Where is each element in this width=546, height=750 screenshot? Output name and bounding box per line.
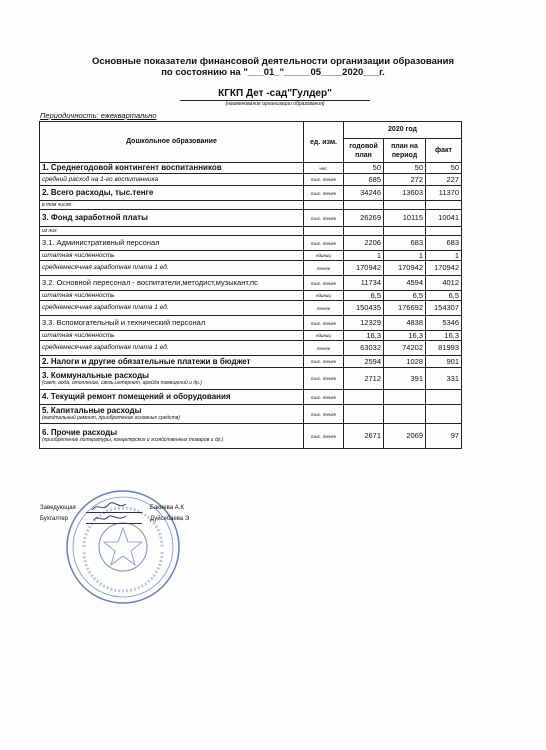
table-row — [40, 186, 462, 201]
table-row — [40, 236, 462, 251]
table-row — [40, 174, 462, 186]
row-plan-value: 34246 — [344, 186, 384, 201]
row-label-text: 3.1. Административный персонал — [42, 238, 160, 247]
row-plan-value: 2206 — [344, 236, 384, 251]
row-label-text: среднемесячная заработная плата 1 ед. — [42, 344, 169, 351]
row-fact-value: 97 — [426, 424, 462, 449]
row-fact-value: 11370 — [426, 186, 462, 201]
row-unit: единиц — [304, 251, 344, 261]
row-plan-value: 1 — [344, 251, 384, 261]
row-label-text: 3.2. Основной пересонал - воспитатели,методист,музыкант,пс — [42, 278, 258, 287]
row-unit: тыс. тенге — [304, 276, 344, 291]
row-label-text: среднемесячная заработная плата 1 ед. — [42, 264, 169, 271]
row-label — [40, 390, 304, 405]
accountant-signature-image — [92, 511, 132, 525]
header-unit: ед. изм. — [304, 122, 344, 163]
row-plan-value: 63032 — [344, 341, 384, 356]
row-period-value: 4838 — [384, 316, 426, 331]
row-unit: тенге — [304, 301, 344, 316]
table-row — [40, 227, 462, 236]
row-unit: тыс. тенге — [304, 174, 344, 186]
row-label — [40, 210, 304, 227]
row-plan-value: 2671 — [344, 424, 384, 449]
row-label-note: (приобретение литературы, канцелярских и хозяйственных товаров и др.) — [42, 437, 224, 443]
table-row — [40, 424, 462, 449]
row-label — [40, 291, 304, 301]
row-fact-value: 1 — [426, 251, 462, 261]
table-row — [40, 368, 462, 390]
row-plan-value: 12329 — [344, 316, 384, 331]
row-fact-value: 5346 — [426, 316, 462, 331]
row-label-text: средний расход на 1-го воспитанника — [42, 175, 159, 183]
row-fact-value: 683 — [426, 236, 462, 251]
row-label-text: штатная численность — [42, 331, 115, 339]
row-label — [40, 331, 304, 341]
table-row — [40, 316, 462, 331]
document-title: Основные показатели финансовой деятельности организации образования — [91, 56, 455, 67]
row-fact-value: 16,3 — [426, 331, 462, 341]
header-year: 2020 год — [344, 122, 462, 139]
row-period-value — [384, 201, 426, 210]
row-fact-value: 170942 — [426, 261, 462, 276]
organization-name: КГКП Дет -сад"Гулдер" — [218, 88, 332, 99]
row-period-value: 1 — [384, 251, 426, 261]
table-row — [40, 405, 462, 424]
row-label-text: 3. Фонд заработной платы — [42, 213, 148, 222]
table-row — [40, 291, 462, 301]
row-label-text: в том числе: — [42, 202, 73, 208]
row-plan-value: 50 — [344, 163, 384, 174]
document-date-line: по состоянию на "___01_"_____05____2020___г. — [161, 67, 385, 78]
row-period-value: 50 — [384, 163, 426, 174]
row-fact-value: 227 — [426, 174, 462, 186]
row-period-value: 176692 — [384, 301, 426, 316]
header-plan-year: годовой план — [344, 139, 384, 163]
row-label — [40, 236, 304, 251]
row-unit: тыс. тенге — [304, 236, 344, 251]
row-label-text: 5. Капитальные расходы — [42, 406, 142, 415]
accountant-signature-label: Бухгалтер — [40, 516, 69, 522]
row-period-value: 4594 — [384, 276, 426, 291]
row-label — [40, 341, 304, 356]
row-fact-value — [426, 201, 462, 210]
table-row — [40, 201, 462, 210]
row-unit: тыс. тенге — [304, 424, 344, 449]
row-label — [40, 227, 304, 236]
row-period-value: 10115 — [384, 210, 426, 227]
table-row — [40, 163, 462, 174]
row-label — [40, 174, 304, 186]
table-row — [40, 341, 462, 356]
row-period-value: 391 — [384, 368, 426, 390]
row-label-text: штатная численность — [42, 251, 115, 259]
head-signature-label: Заведующая — [40, 505, 76, 511]
head-name: Бакиева А.К — [150, 505, 184, 511]
table-row — [40, 390, 462, 405]
accountant-name: Дуйсебаева Э — [150, 516, 190, 522]
table-row — [40, 251, 462, 261]
row-unit: чел. — [304, 163, 344, 174]
row-fact-value: 154307 — [426, 301, 462, 316]
header-plan-period: план на период — [384, 139, 426, 163]
row-plan-value — [344, 390, 384, 405]
row-label-text: 2. Всего расходы, тыс.тенге — [42, 188, 154, 197]
financial-table — [39, 121, 462, 449]
row-fact-value — [426, 390, 462, 405]
row-label-text: 3. Коммунальные расходы — [42, 370, 149, 380]
row-unit: тыс. тенге — [304, 316, 344, 331]
row-fact-value: 4012 — [426, 276, 462, 291]
row-label — [40, 368, 304, 390]
row-plan-value — [344, 201, 384, 210]
row-label-text: среднемесячная заработная плата 1 ед. — [42, 304, 169, 311]
row-period-value: 683 — [384, 236, 426, 251]
periodicity-label: Периодичность: ежеквартально — [40, 111, 157, 120]
row-label-text: из них: — [42, 228, 58, 234]
row-plan-value: 6,5 — [344, 291, 384, 301]
row-label-note: (капитальный ремонт, приобретение основных средств) — [42, 415, 181, 421]
row-label-text: штатная численность — [42, 291, 115, 299]
row-plan-value: 26269 — [344, 210, 384, 227]
row-unit: тыс. тенге — [304, 186, 344, 201]
row-unit: тыс. тенге — [304, 390, 344, 405]
row-plan-value — [344, 227, 384, 236]
row-fact-value — [426, 227, 462, 236]
row-fact-value: 901 — [426, 356, 462, 368]
row-period-value: 2069 — [384, 424, 426, 449]
row-unit: тыс. тенге — [304, 210, 344, 227]
row-fact-value: 331 — [426, 368, 462, 390]
row-plan-value: 2594 — [344, 356, 384, 368]
row-label-text: 1. Среднегодовой контингент воспитанников — [42, 163, 222, 172]
row-label-text: 3.3. Вспомогательный и технический персонал — [42, 318, 206, 327]
row-unit: тыс. тенге — [304, 405, 344, 424]
row-plan-value: 2712 — [344, 368, 384, 390]
row-label — [40, 201, 304, 210]
row-period-value: 16,3 — [384, 331, 426, 341]
row-label — [40, 405, 304, 424]
row-fact-value: 10041 — [426, 210, 462, 227]
row-fact-value: 50 — [426, 163, 462, 174]
row-label — [40, 186, 304, 201]
row-period-value: 13603 — [384, 186, 426, 201]
row-unit: единиц — [304, 331, 344, 341]
row-plan-value: 16,3 — [344, 331, 384, 341]
row-unit: единиц — [304, 291, 344, 301]
row-label — [40, 261, 304, 276]
table-row — [40, 331, 462, 341]
row-label — [40, 251, 304, 261]
row-label-text: 4. Текущий ремонт помещений и оборудования — [42, 392, 231, 401]
row-period-value — [384, 405, 426, 424]
row-period-value: 170942 — [384, 261, 426, 276]
table-row — [40, 276, 462, 291]
row-unit: тенге — [304, 261, 344, 276]
row-plan-value: 170942 — [344, 261, 384, 276]
table-row — [40, 210, 462, 227]
header-category: Дошкольное образование — [40, 122, 304, 163]
row-unit: тыс. тенге — [304, 368, 344, 390]
row-unit: тыс. тенге — [304, 356, 344, 368]
row-plan-value: 685 — [344, 174, 384, 186]
table-row — [40, 356, 462, 368]
row-label — [40, 163, 304, 174]
row-unit — [304, 201, 344, 210]
row-plan-value: 150435 — [344, 301, 384, 316]
row-label — [40, 301, 304, 316]
row-plan-value: 11734 — [344, 276, 384, 291]
row-unit — [304, 227, 344, 236]
row-unit: тенге — [304, 341, 344, 356]
row-period-value: 272 — [384, 174, 426, 186]
table-row — [40, 301, 462, 316]
table-row — [40, 261, 462, 276]
row-period-value — [384, 390, 426, 405]
row-label — [40, 316, 304, 331]
row-label — [40, 356, 304, 368]
row-label-note: (свет, вода, отопление, связь,интернет, арейда помещений и др.) — [42, 379, 202, 386]
row-label — [40, 424, 304, 449]
row-period-value — [384, 227, 426, 236]
row-label-text: 2. Налоги и другие обязательные платежи в бюджет — [42, 356, 251, 366]
row-period-value: 6,5 — [384, 291, 426, 301]
row-fact-value — [426, 405, 462, 424]
row-label — [40, 276, 304, 291]
row-period-value: 1028 — [384, 356, 426, 368]
header-fact: факт — [426, 139, 462, 163]
row-plan-value — [344, 405, 384, 424]
row-label-text: 6. Прочие расходы — [42, 428, 118, 437]
row-fact-value: 6,5 — [426, 291, 462, 301]
row-period-value: 74202 — [384, 341, 426, 356]
organization-note: (наименование организации образования) — [225, 101, 325, 107]
row-fact-value: 81993 — [426, 341, 462, 356]
